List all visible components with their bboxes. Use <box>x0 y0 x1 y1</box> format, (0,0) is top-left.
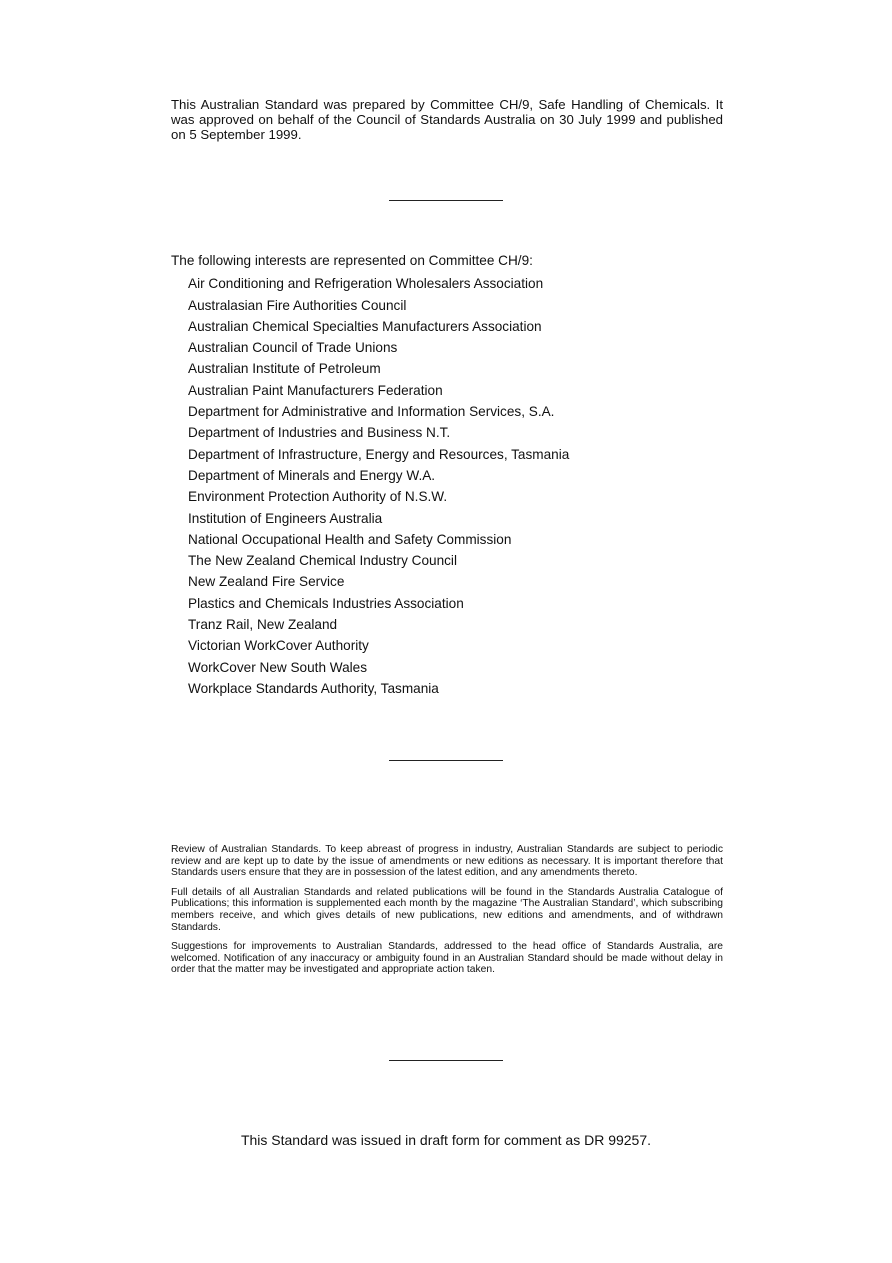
separator-rule <box>389 1060 503 1061</box>
interest-item: Australian Council of Trade Unions <box>188 340 398 356</box>
draft-note: This Standard was issued in draft form for comment as DR 99257. <box>240 1132 652 1148</box>
interest-item: Australasian Fire Authorities Council <box>188 297 407 313</box>
interest-item: New Zealand Fire Service <box>188 574 345 590</box>
interest-item: Workplace Standards Authority, Tasmania <box>188 680 439 696</box>
interests-list <box>171 273 731 699</box>
suggestions-note-paragraph: Suggestions for improvements to Australian Standards, addressed to the head office of Standards Australia, are welcomed. Notification of any inaccuracy or ambiguity found in an Australian Standard should be made without delay in order that the matter may be investigated and appropriate action taken. <box>171 941 723 976</box>
committee-interests <box>171 252 731 699</box>
interest-item: National Occupational Health and Safety Commission <box>188 531 512 547</box>
interest-item: Institution of Engineers Australia <box>188 510 383 526</box>
separator-rule <box>389 200 503 201</box>
interest-item: Department for Administrative and Information Services, S.A. <box>188 404 555 420</box>
interest-item: Department of Infrastructure, Energy and Resources, Tasmania <box>188 446 570 462</box>
interest-item: Australian Chemical Specialties Manufacturers Association <box>188 318 542 334</box>
separator-rule <box>389 760 503 761</box>
interest-item: Plastics and Chemicals Industries Association <box>188 595 464 611</box>
interests-intro: The following interests are represented on Committee CH/9: <box>171 253 533 268</box>
interest-item: Department of Minerals and Energy W.A. <box>188 467 436 483</box>
interest-item: Tranz Rail, New Zealand <box>188 617 338 633</box>
interest-item: Department of Industries and Business N.T. <box>188 425 451 441</box>
interest-item: Air Conditioning and Refrigeration Wholesalers Association <box>188 276 544 292</box>
interest-item: Environment Protection Authority of N.S.W. <box>188 489 448 505</box>
interest-item: WorkCover New South Wales <box>188 659 368 675</box>
review-note-paragraph: Review of Australian Standards. To keep abreast of progress in industry, Australian Standards are subject to periodic review and are kept up to date by the issue of amendments or new editions as necessary. It is important therefore that Standards users ensure that they are in possession of the latest edition, and any amendments thereto. <box>171 844 723 879</box>
interest-item: Australian Institute of Petroleum <box>188 361 381 377</box>
preparation-note: This Australian Standard was prepared by Committee CH/9, Safe Handling of Chemicals. It was approved on behalf of the Council of Standards Australia on 30 July 1999 and published on 5 September 1999. <box>171 97 723 142</box>
interest-item: The New Zealand Chemical Industry Council <box>188 553 457 569</box>
interest-item: Australian Paint Manufacturers Federation <box>188 382 443 398</box>
interest-item: Victorian WorkCover Authority <box>188 638 369 654</box>
catalogue-note-paragraph: Full details of all Australian Standards and related publications will be found in the Standards Australia Catalogue of Publications; this information is supplemented each month by the magazine ‘The Australian Standard’, which subscribing members receive, and which gives details of new publications, new editions and amendments, and of withdrawn Standards. <box>171 886 723 933</box>
review-notes <box>171 844 723 984</box>
